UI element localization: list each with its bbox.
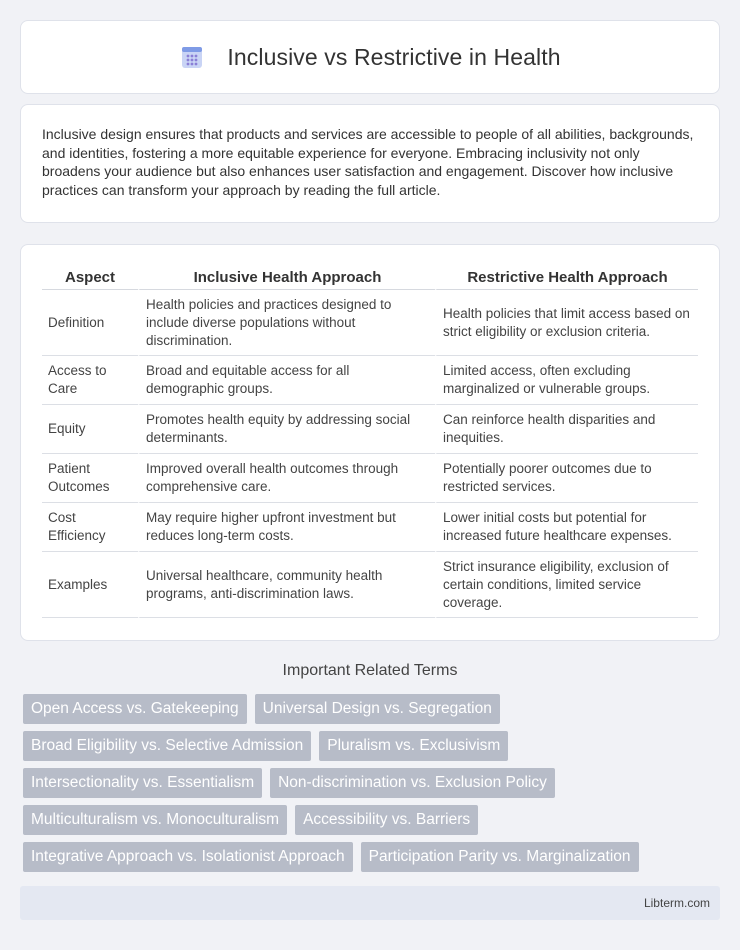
restrictive-cell: Health policies that limit access based on strict eligibility or exclusion criteria. [435,290,698,356]
table-row [42,552,698,618]
related-term-tag[interactable]: Integrative Approach vs. Isolationist Approach [23,842,353,872]
restrictive-cell: Can reinforce health disparities and inequities. [435,405,698,454]
table-row [42,503,698,552]
table-row [42,356,698,405]
comparison-table [42,266,698,618]
table-row [42,405,698,454]
related-term-tag[interactable]: Non-discrimination vs. Exclusion Policy [270,768,555,798]
aspect-cell: Patient Outcomes [42,454,138,503]
column-header: Inclusive Health Approach [138,266,435,290]
restrictive-cell: Limited access, often excluding marginalized or vulnerable groups. [435,356,698,405]
aspect-cell: Cost Efficiency [42,503,138,552]
restrictive-cell: Potentially poorer outcomes due to restricted services. [435,454,698,503]
inclusive-cell: Broad and equitable access for all demographic groups. [138,356,435,405]
footer [20,886,720,920]
related-term-tag[interactable]: Accessibility vs. Barriers [295,805,478,835]
inclusive-cell: Health policies and practices designed to include diverse populations without discrimination. [138,290,435,356]
restrictive-cell: Strict insurance eligibility, exclusion of certain conditions, limited service coverage. [435,552,698,618]
related-term-tag[interactable]: Universal Design vs. Segregation [255,694,500,724]
comparison-card [20,244,720,641]
tag-row [23,731,713,761]
aspect-cell: Definition [42,290,138,356]
tag-row [23,694,713,724]
related-term-tag[interactable]: Broad Eligibility vs. Selective Admission [23,731,311,761]
table-row [42,454,698,503]
tag-row [23,768,713,798]
intro-card [20,104,720,223]
related-term-tag[interactable]: Intersectionality vs. Essentialism [23,768,262,798]
aspect-cell: Access to Care [42,356,138,405]
related-terms-title: Important Related Terms [282,662,458,679]
table-header-row [42,266,698,290]
page-title: Inclusive vs Restrictive in Health [227,43,561,70]
footer-site-link[interactable]: Libterm.com [643,896,710,910]
aspect-cell: Examples [42,552,138,618]
header-card [20,20,720,94]
column-header: Restrictive Health Approach [435,266,698,290]
related-term-tag[interactable]: Participation Parity vs. Marginalization [361,842,639,872]
inclusive-cell: May require higher upfront investment but reduces long-term costs. [138,503,435,552]
table-row [42,290,698,356]
related-term-tag[interactable]: Multiculturalism vs. Monoculturalism [23,805,287,835]
inclusive-cell: Universal healthcare, community health programs, anti-discrimination laws. [138,552,435,618]
related-term-tag[interactable]: Open Access vs. Gatekeeping [23,694,247,724]
inclusive-cell: Promotes health equity by addressing social determinants. [138,405,435,454]
aspect-cell: Equity [42,405,138,454]
tag-row [23,805,713,835]
tag-row [23,842,713,872]
document-icon [179,44,205,70]
restrictive-cell: Lower initial costs but potential for increased future healthcare expenses. [435,503,698,552]
column-header: Aspect [42,266,138,290]
inclusive-cell: Improved overall health outcomes through comprehensive care. [138,454,435,503]
related-terms-list [23,694,713,879]
intro-text: Inclusive design ensures that products and services are accessible to people of all abilities, backgrounds, and identities, fostering a more equitable experience for everyone. Embracing inclusivity not only broadens your audience but also enhances user satisfaction and engagement. Discover how inclusive practices can transform your approach by reading the full article. [42,126,694,198]
related-term-tag[interactable]: Pluralism vs. Exclusivism [319,731,508,761]
